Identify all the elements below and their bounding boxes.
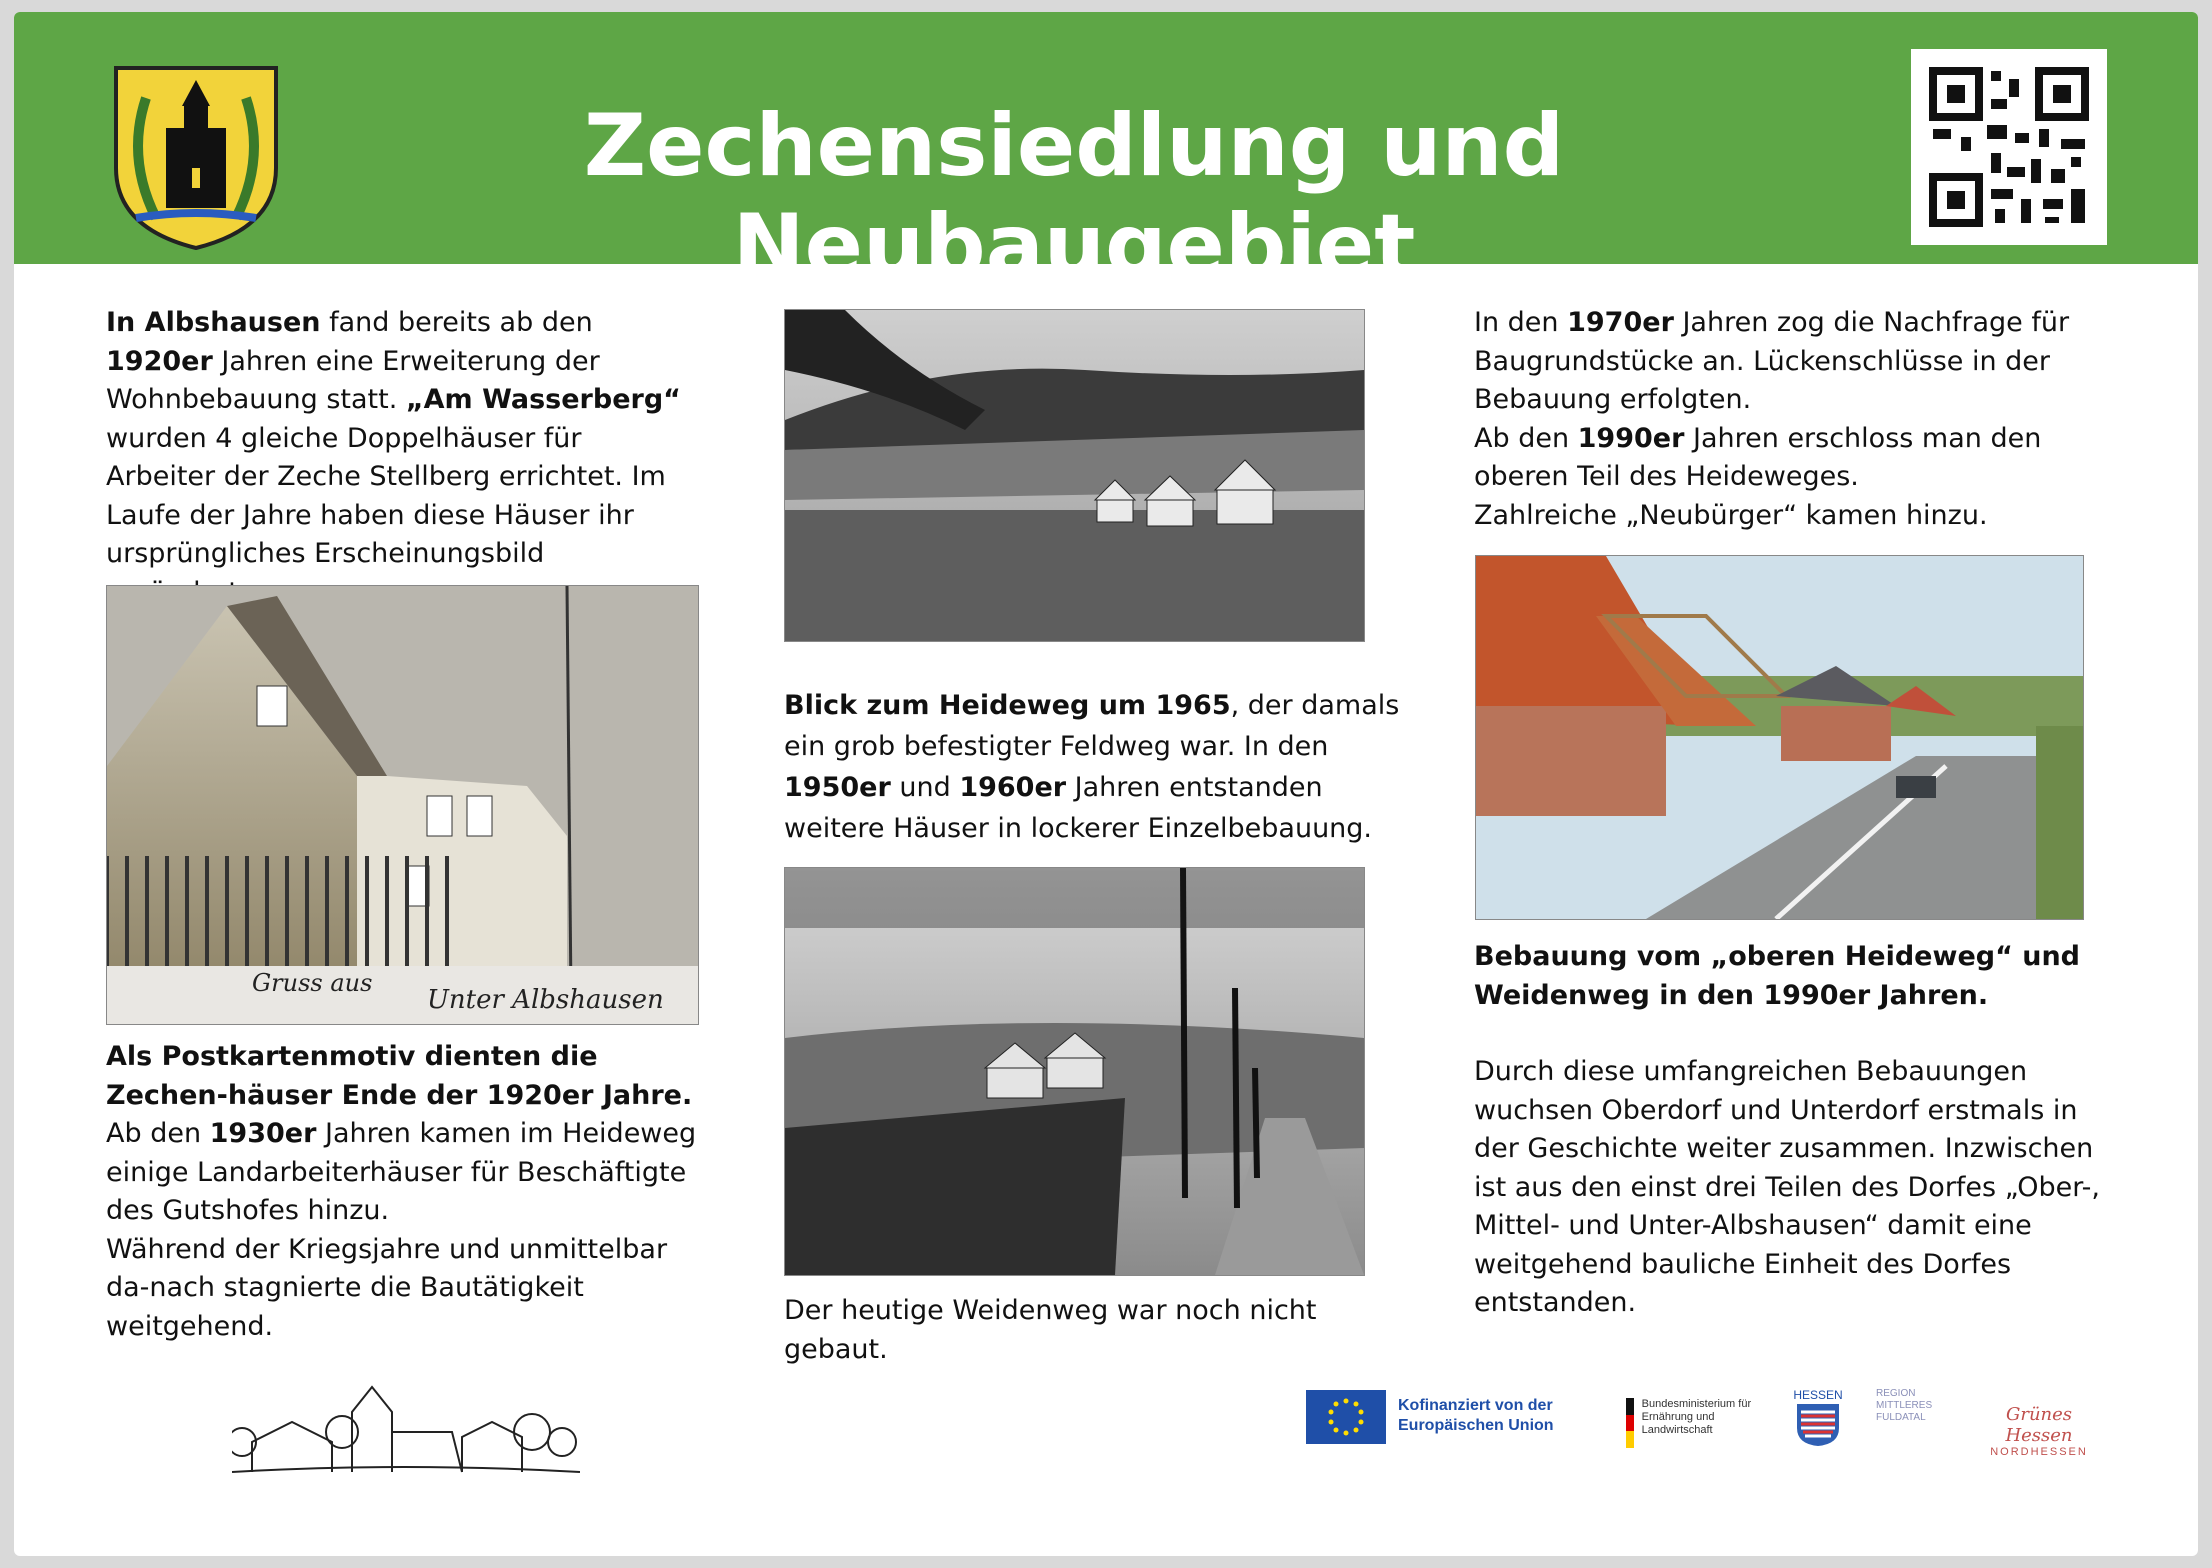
- text-run: Ab den: [106, 1118, 210, 1149]
- text-run: Jahren erschloss man den oberen Teil des Heideweges.: [1474, 422, 2042, 492]
- left-paragraph-3: Während der Kriegsjahre und unmittelbar da-nach stagnierte die Bautätigkeit weitgehend.: [106, 1233, 668, 1342]
- page-title: Zechensiedlung und Neubaugebiet: [583, 96, 1565, 296]
- coat-of-arms-icon: [106, 58, 286, 254]
- right-intro-text: [1474, 304, 2104, 535]
- eu-flag-icon: [1306, 1390, 1386, 1444]
- region-logo: REGION MITTLERES FULDATAL: [1876, 1388, 1933, 1423]
- text-run: 1960er: [959, 772, 1067, 803]
- bmel-text: Bundesministerium für Ernährung und Landwirtschaft: [1641, 1398, 1752, 1436]
- text-run: und: [890, 772, 960, 803]
- weidenweg-caption: Der heutige Weidenweg war noch nicht gebaut.: [784, 1295, 1317, 1365]
- text-run: 1990er: [1577, 422, 1685, 454]
- gruene-sub: NORDHESSEN: [1990, 1446, 2088, 1458]
- hessen-logo: [1788, 1388, 1848, 1451]
- postcard-caption: Als Postkartenmotiv dienten die Zechen-häuser Ende der 1920er Jahre.: [106, 1041, 693, 1111]
- postcard-text-1: Gruss aus: [252, 969, 373, 997]
- text-run: In den: [1474, 307, 1568, 338]
- right-paragraph-3: Zahlreiche „Neubürger“ kamen hinzu.: [1474, 499, 1988, 531]
- eu-funding-text: Kofinanziert von der Europäischen Union: [1398, 1397, 1554, 1434]
- left-intro-text: [106, 304, 686, 612]
- postcard-text-2: Unter Albshausen: [427, 985, 664, 1015]
- weidenweg-photo: [784, 867, 1365, 1276]
- qr-code[interactable]: [1911, 49, 2107, 245]
- bmel-logo: [1626, 1398, 1766, 1448]
- left-paragraph-2: [106, 1115, 706, 1231]
- left-lower-text: [106, 1038, 706, 1346]
- middle-caption-2: [784, 1292, 1404, 1369]
- text-run: In Albshausen: [106, 307, 321, 338]
- hessen-lion-icon: [1795, 1402, 1841, 1448]
- german-flag-icon: [1626, 1398, 1634, 1448]
- middle-caption-1: [784, 685, 1404, 849]
- gruene-hessen-logo: [1974, 1404, 2104, 1458]
- postcard-photo: [106, 585, 699, 1025]
- text-run: Jahren eine Erweiterung der Wohnbebauung statt.: [106, 345, 600, 415]
- construction-caption: Bebauung vom „oberen Heideweg“ und Weidenweg in den 1990er Jahren.: [1474, 941, 2080, 1011]
- text-run: Jahren zog die Nachfrage für Baugrundstücke an. Lückenschlüsse in der Bebauung erfolgten.: [1474, 307, 2070, 415]
- right-paragraph-4: Durch diese umfangreichen Bebauungen wuchsen Oberdorf und Unterdorf erstmals in der Geschichte weiter zusammen. Inzwischen ist aus den einst drei Teilen des Dorfes „Ober-, Mittel- und Unter-Albshausen“ damit eine weitgehend bauliche Einheit des Dorfes entstanden.: [1474, 1056, 2100, 1318]
- text-run: 1950er: [784, 772, 891, 803]
- text-run: Ab den: [1474, 422, 1578, 454]
- right-paragraph-2: [1474, 420, 2104, 497]
- text-run: wurden 4 gleiche Doppelhäuser für Arbeiter der Zeche Stellberg errichtet. Im Laufe der Jahre haben diese Häuser ihr ursprüngliches Erscheinungsbild: [106, 422, 666, 569]
- text-run: Blick zum Heideweg um 1965: [784, 690, 1231, 721]
- text-run: , der damals ein grob befestigter Feldweg war. In den: [784, 690, 1400, 762]
- heideweg-caption: [784, 685, 1404, 849]
- text-run: Jahren kamen im Heideweg einige Landarbeiterhäuser für Beschäftigte des Gutshofes hinzu.: [106, 1118, 697, 1226]
- heideweg-photo: [784, 309, 1365, 642]
- right-paragraph-1: [1474, 304, 2104, 420]
- text-run: 1930er: [209, 1118, 317, 1149]
- qr-code-icon: [1911, 49, 2107, 245]
- text-run: 1920er: [106, 345, 213, 377]
- info-board: [14, 12, 2198, 1556]
- gruene-text: Grünes Hessen: [2005, 1404, 2073, 1446]
- right-lower-text: [1474, 938, 2104, 1323]
- village-sketch-icon: [232, 1382, 580, 1484]
- text-run: „Am Wasserberg“: [405, 384, 681, 415]
- hessen-text: HESSEN: [1793, 1388, 1843, 1402]
- construction-photo: [1475, 555, 2084, 920]
- spacer: [1474, 1015, 2104, 1053]
- text-run: fand bereits ab den: [320, 307, 593, 338]
- text-run: Jahren entstanden weitere Häuser in lockerer Einzelbebauung.: [784, 772, 1373, 844]
- header-bar: [14, 12, 2198, 296]
- left-paragraph-1: [106, 304, 686, 612]
- text-run: 1970er: [1567, 307, 1674, 338]
